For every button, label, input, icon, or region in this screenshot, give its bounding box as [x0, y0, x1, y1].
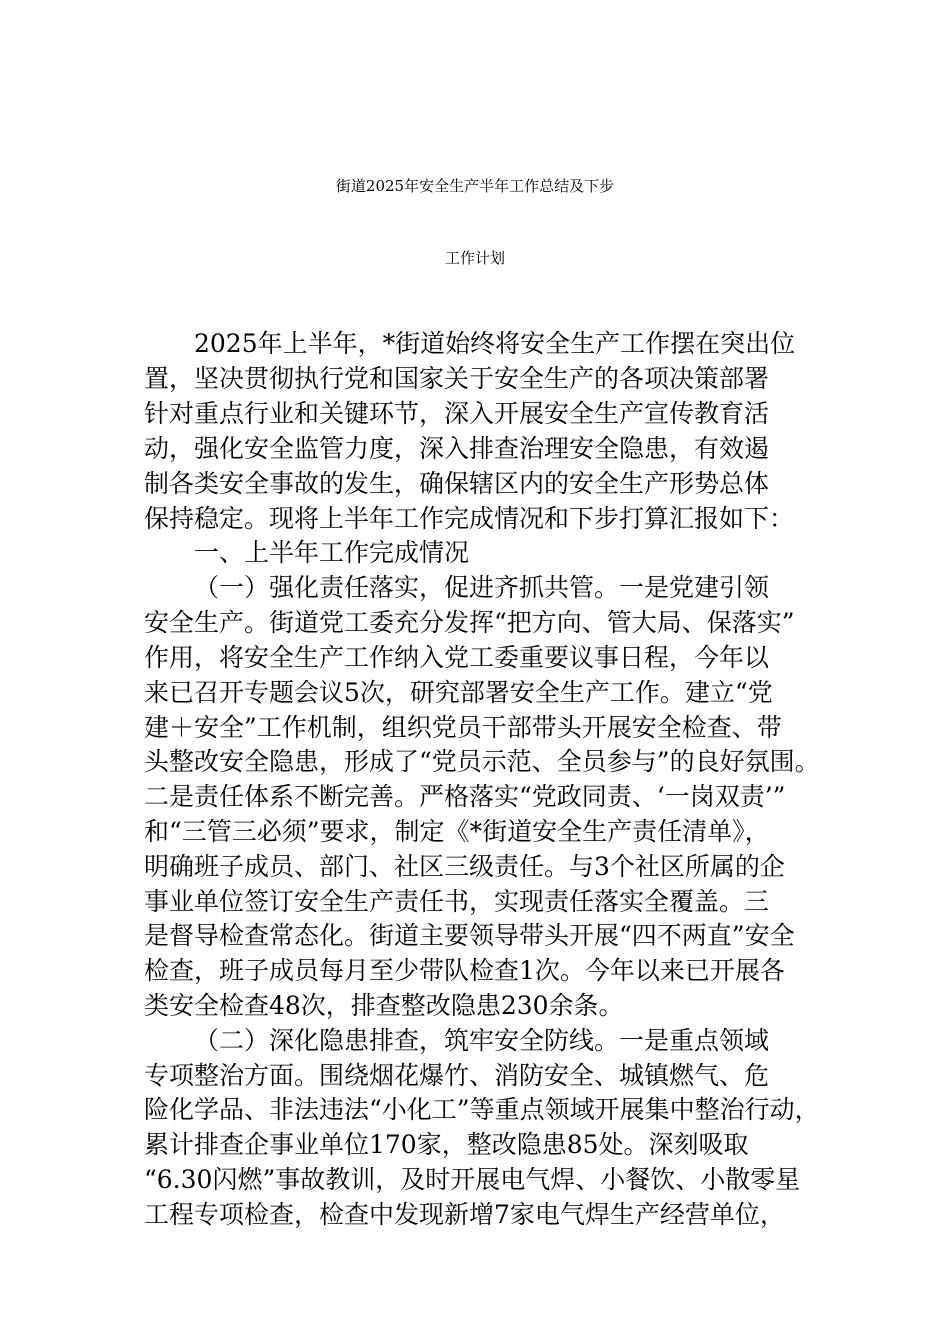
paragraph-line: （一）强化责任落实，促进齐抓共管。一是党建引领 [194, 573, 770, 602]
paragraph-line: 动，强化安全监管力度，深入排查治理安全隐患，有效遏 [144, 434, 770, 463]
paragraph-line: 事业单位签订安全生产责任书，实现责任落实全覆盖。三 [144, 887, 770, 916]
paragraph-line: 针对重点行业和关键环节，深入开展安全生产宣传教育活 [144, 399, 770, 428]
paragraph-line: 明确班子成员、部门、社区三级责任。与3个社区所属的企 [144, 852, 785, 881]
paragraph-line: 制各类安全事故的发生，确保辖区内的安全生产形势总体 [144, 469, 770, 498]
paragraph-line: 类安全检查48次，排查整改隐患230余条。 [144, 991, 624, 1020]
paragraph-line: 2025年上半年，*街道始终将安全生产工作摆在突出位 [194, 329, 796, 358]
paragraph-line: 是督导检查常态化。街道主要领导带头开展“四不两直”安全 [144, 921, 795, 950]
paragraph-line: （二）深化隐患排查，筑牢安全防线。一是重点领域 [194, 1026, 770, 1055]
paragraph-line: 安全生产。街道党工委充分发挥“把方向、管大局、保落实” [144, 608, 795, 637]
paragraph-line: 置，坚决贯彻执行党和国家关于安全生产的各项决策部署 [144, 364, 770, 393]
paragraph-line: 头整改安全隐患，形成了“党员示范、全员参与”的良好氛围。 [144, 747, 820, 776]
document-title-line-1: 街道2025年安全生产半年工作总结及下步 [335, 177, 615, 195]
paragraph-line: 工程专项检查，检查中发现新增7家电气焊生产经营单位， [144, 1200, 785, 1229]
paragraph-line: “6.30闪燃”事故教训，及时开展电气焊、小餐饮、小散零星 [144, 1165, 801, 1194]
paragraph-line: 作用，将安全生产工作纳入党工委重要议事日程，今年以 [144, 643, 770, 672]
paragraph-line: 建＋安全”工作机制，组织党员干部带头开展安全检查、带 [144, 713, 782, 742]
paragraph-line: 和“三管三必须”要求，制定《*街道安全生产责任清单》， [144, 817, 770, 846]
paragraph-line: 来已召开专题会议5次，研究部署安全生产工作。建立“党 [144, 678, 773, 707]
document-title-line-2: 工作计划 [444, 249, 505, 267]
paragraph-line: 检查，班子成员每月至少带队检查1次。今年以来已开展各 [144, 956, 785, 985]
paragraph-line: 保持稳定。现将上半年工作完成情况和下步打算汇报如下： [144, 504, 795, 533]
paragraph-line: 二是责任体系不断完善。严格落实“党政同责、‘一岗双责’” [144, 782, 786, 811]
section-heading: 一、上半年工作完成情况 [194, 538, 470, 567]
paragraph-line: 险化学品、非法违法“小化工”等重点领域开展集中整治行动， [144, 1095, 820, 1124]
paragraph-line: 专项整治方面。围绕烟花爆竹、消防安全、城镇燃气、危 [144, 1061, 770, 1090]
paragraph-line: 累计排查企事业单位170家，整改隐患85处。深刻吸取 [144, 1130, 749, 1159]
